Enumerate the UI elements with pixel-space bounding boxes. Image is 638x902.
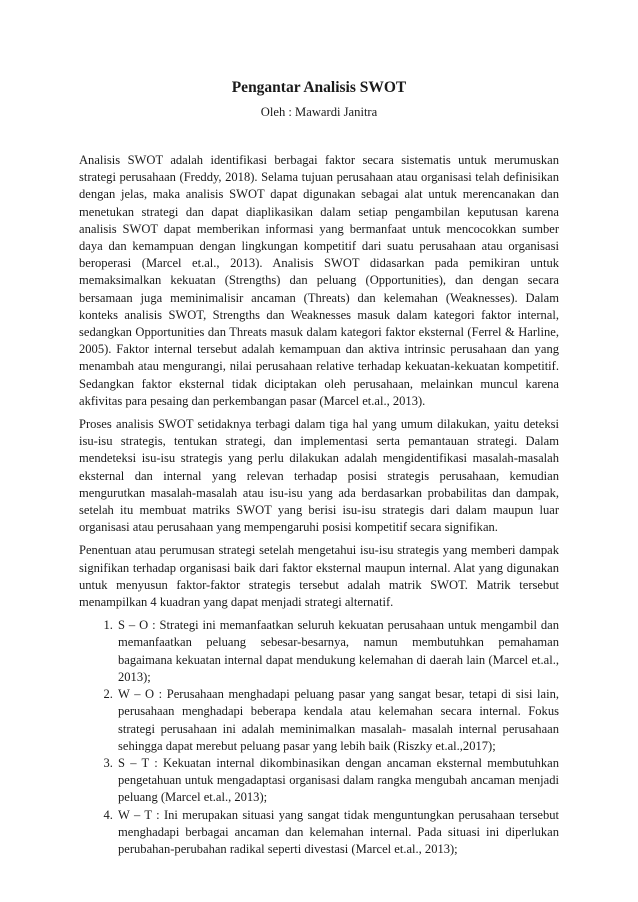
list-item: 2. W – O : Perusahaan menghadapi peluang pasar yang sangat besar, tetapi di sisi lain, perusahaan menghadapi beberapa kendala atau kelemahan secara internal. Fokus strategi perusahaan ini adalah meminimalkan masalah- masalah internal perusahaan sehingga dapat merebut peluang pasar yang lebih baik (Riszky et.al.,2017);	[116, 686, 559, 755]
document-body	[79, 152, 559, 858]
list-item: 1. S – O : Strategi ini memanfaatkan seluruh kekuatan perusahaan untuk mengambil dan memanfaatkan peluang sebesar-besarnya, namun membutuhkan pemahaman bagaimana kekuatan internal dapat mendukung kelemahan di daerah lain (Marcel et.al., 2013);	[116, 617, 559, 686]
list-item: 3. S – T : Kekuatan internal dikombinasikan dengan ancaman eksternal membutuhkan pengetahuan untuk mengadaptasi organisasi dalam rangka mengubah ancaman menjadi peluang (Marcel et.al., 2013);	[116, 755, 559, 807]
document-author: Oleh : Mawardi Janitra	[260, 105, 378, 119]
document-title: Pengantar Analisis SWOT	[231, 79, 407, 96]
list-item: 4. W – T : Ini merupakan situasi yang sangat tidak menguntungkan perusahaan tersebut menghadapi berbagai ancaman dan kelemahan internal. Pada situasi ini diperlukan perubahan-perubahan radikal seperti divestasi (Marcel et.al., 2013);	[116, 807, 559, 859]
paragraph-swot-process: Proses analisis SWOT setidaknya terbagi dalam tiga hal yang umum dilakukan, yaitu deteksi isu-isu strategis, tentukan strategi, dan implementasi serta pemantauan strategi. Dalam mendeteksi isu-isu strategis yang perlu dilakukan adalah mengidentifikasi masalah-masalah eksternal dan internal yang relevan terhadap posisi strategis perusahaan, kemudian mengurutkan masalah-masalah atau isu-isu yang ada berdasarkan probabilitas dan dampak, setelah itu membuat matriks SWOT yang berisi isu-isu strategis dari dalam maupun luar organisasi atau perusahaan yang mempengaruhi posisi kompetitif secara signifikan.	[79, 417, 559, 535]
strategy-list	[79, 617, 559, 858]
paragraph-swot-definition: Analisis SWOT adalah identifikasi berbagai faktor secara sistematis untuk merumuskan strategi perusahaan (Freddy, 2018). Selama tujuan perusahaan atau organisasi telah definisikan dengan jelas, maka analisis SWOT dapat digunakan sebagai alat untuk merencanakan dan menetukan strategi dan dapat diaplikasikan dalam setiap pengambilan keputusan karena analisis SWOT dapat memberikan informasi yang bermanfaat untuk mencocokkan sumber daya dan kemampuan dengan lingkungan kompetitif dari suatu perusahaan atau organisasi beroperasi (Marcel et.al., 2013). Analisis SWOT didasarkan pada pemikiran untuk memaksimalkan kekuatan (Strengths) dan peluang (Opportunities), dan dengan secara bersamaan juga meminimalisir ancaman (Threats) dan kelemahan (Weaknesses). Dalam konteks analisis SWOT, Strengths dan Weaknesses masuk dalam kategori faktor internal, sedangkan Opportunities dan Threats masuk dalam kategori faktor eksternal (Ferrel & Harline, 2005). Faktor internal tersebut adalah kemampuan dan aktiva intrinsic perusahaan dan yang menambah atau mengurangi, nilai perusahaan relative terhadap kekuatan-kekuatan kompetitif. Sedangkan faktor eksternal tidak diciptakan oleh perusahaan, melainkan muncul karena akfivitas para pesaing dan perkembangan pasar (Marcel et.al., 2013).	[79, 153, 559, 408]
paragraph-strategy-formulation: Penentuan atau perumusan strategi setelah mengetahui isu-isu strategis yang memberi dampak signifikan terhadap organisasi baik dari faktor eksternal maupun internal. Alat yang digunakan untuk menyusun faktor-faktor strategis tersebut adalah matrik SWOT. Matrik tersebut menampilkan 4 kuadran yang dapat menjadi strategi alternatif.	[79, 543, 559, 610]
